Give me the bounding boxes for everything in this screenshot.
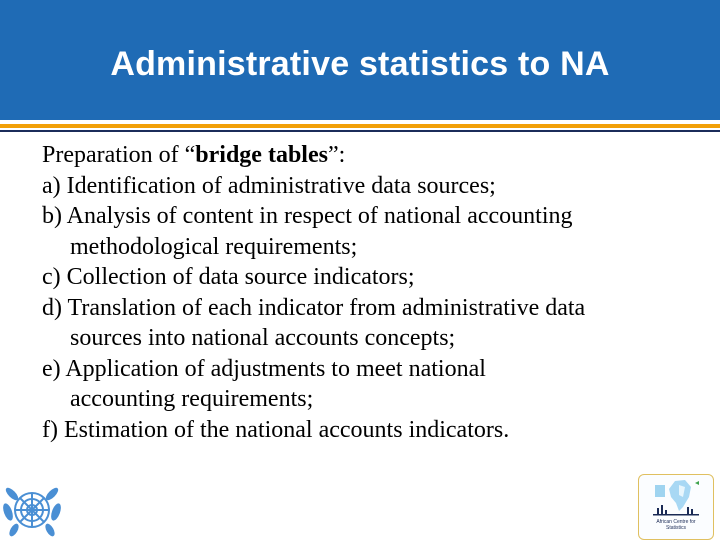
list-item-b-continued: methodological requirements;: [70, 233, 358, 260]
intro-line: [42, 140, 692, 171]
list-item-a: a) Identification of administrative data sources;: [42, 172, 496, 199]
slide-body: [42, 140, 692, 445]
slide-header: [0, 0, 720, 120]
list-item-d-continued: sources into national accounts concepts;: [70, 325, 456, 351]
intro-text-before: Preparation of “: [42, 142, 196, 168]
acs-caption: [639, 519, 713, 531]
united-nations-emblem-icon: [0, 476, 66, 540]
list-item-b: b) Analysis of content in respect of national accounting: [42, 203, 573, 229]
slide-title: Administrative statistics to NA: [110, 45, 610, 83]
intro-bold-term: bridge tables: [195, 142, 328, 168]
list-item-f: f) Estimation of the national accounts indicators.: [42, 416, 510, 443]
intro-text-after: ”:: [327, 142, 346, 168]
africa-map-icon: [639, 475, 713, 519]
list-item-e-continued: accounting requirements;: [70, 386, 314, 412]
list-item-e: e) Application of adjustments to meet national: [42, 355, 486, 382]
acs-caption-line-2: Statistics: [665, 525, 686, 531]
list-item-d: d) Translation of each indicator from administrative data: [42, 294, 586, 321]
list-item-c: c) Collection of data source indicators;: [42, 264, 415, 290]
dark-divider: [0, 130, 720, 132]
gold-divider: [0, 124, 720, 128]
acs-caption-line-1: African Centre for: [656, 519, 696, 525]
african-centre-for-statistics-logo: [638, 474, 714, 540]
